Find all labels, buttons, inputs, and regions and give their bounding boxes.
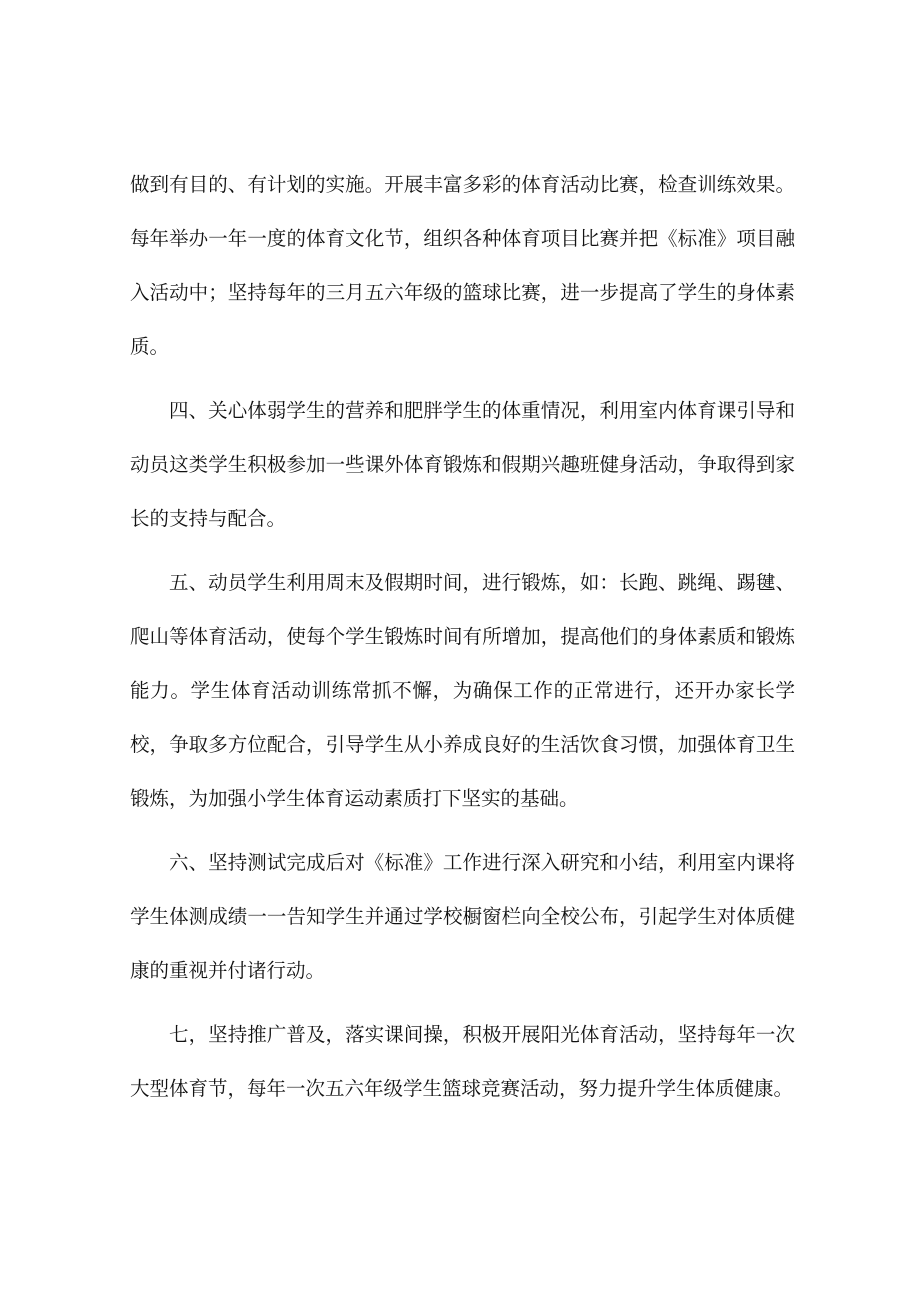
paragraph-item-7: 七，坚持推广普及，落实课间操，积极开展阳光体育活动，坚持每年一次大型体育节，每年一次五六年级学生篮球竞赛活动，努力提升学生体质健康。	[130, 1023, 795, 1100]
paragraph-item-6: 六、坚持测试完成后对《标准》工作进行深入研究和小结，利用室内课将学生体测成绩一一告知学生并通过学校橱窗栏向全校公布，引起学生对体质健康的重视并付诸行动。	[130, 851, 795, 982]
document-body	[130, 158, 795, 1116]
paragraph-item-4: 四、关心体弱学生的营养和肥胖学生的体重情况，利用室内体育课引导和动员这类学生积极参加一些课外体育锻炼和假期兴趣班健身活动，争取得到家长的支持与配合。	[130, 399, 795, 530]
paragraph-continuation: 做到有目的、有计划的实施。开展丰富多彩的体育活动比赛，检查训练效果。每年举办一年一度的体育文化节，组织各种体育项目比赛并把《标准》项目融入活动中；坚持每年的三月五六年级的篮球比赛，进一步提高了学生的身体素质。	[130, 173, 795, 358]
paragraph-item-5: 五、动员学生利用周末及假期时间，进行锻炼，如：长跑、跳绳、踢毽、爬山等体育活动，使每个学生锻炼时间有所增加，提高他们的身体素质和锻炼能力。学生体育活动训练常抓不懈，为确保工作的正常进行，还开办家长学校，争取多方位配合，引导学生从小养成良好的生活饮食习惯，加强体育卫生锻炼，为加强小学生体育运动素质打下坚实的基础。	[130, 571, 795, 810]
